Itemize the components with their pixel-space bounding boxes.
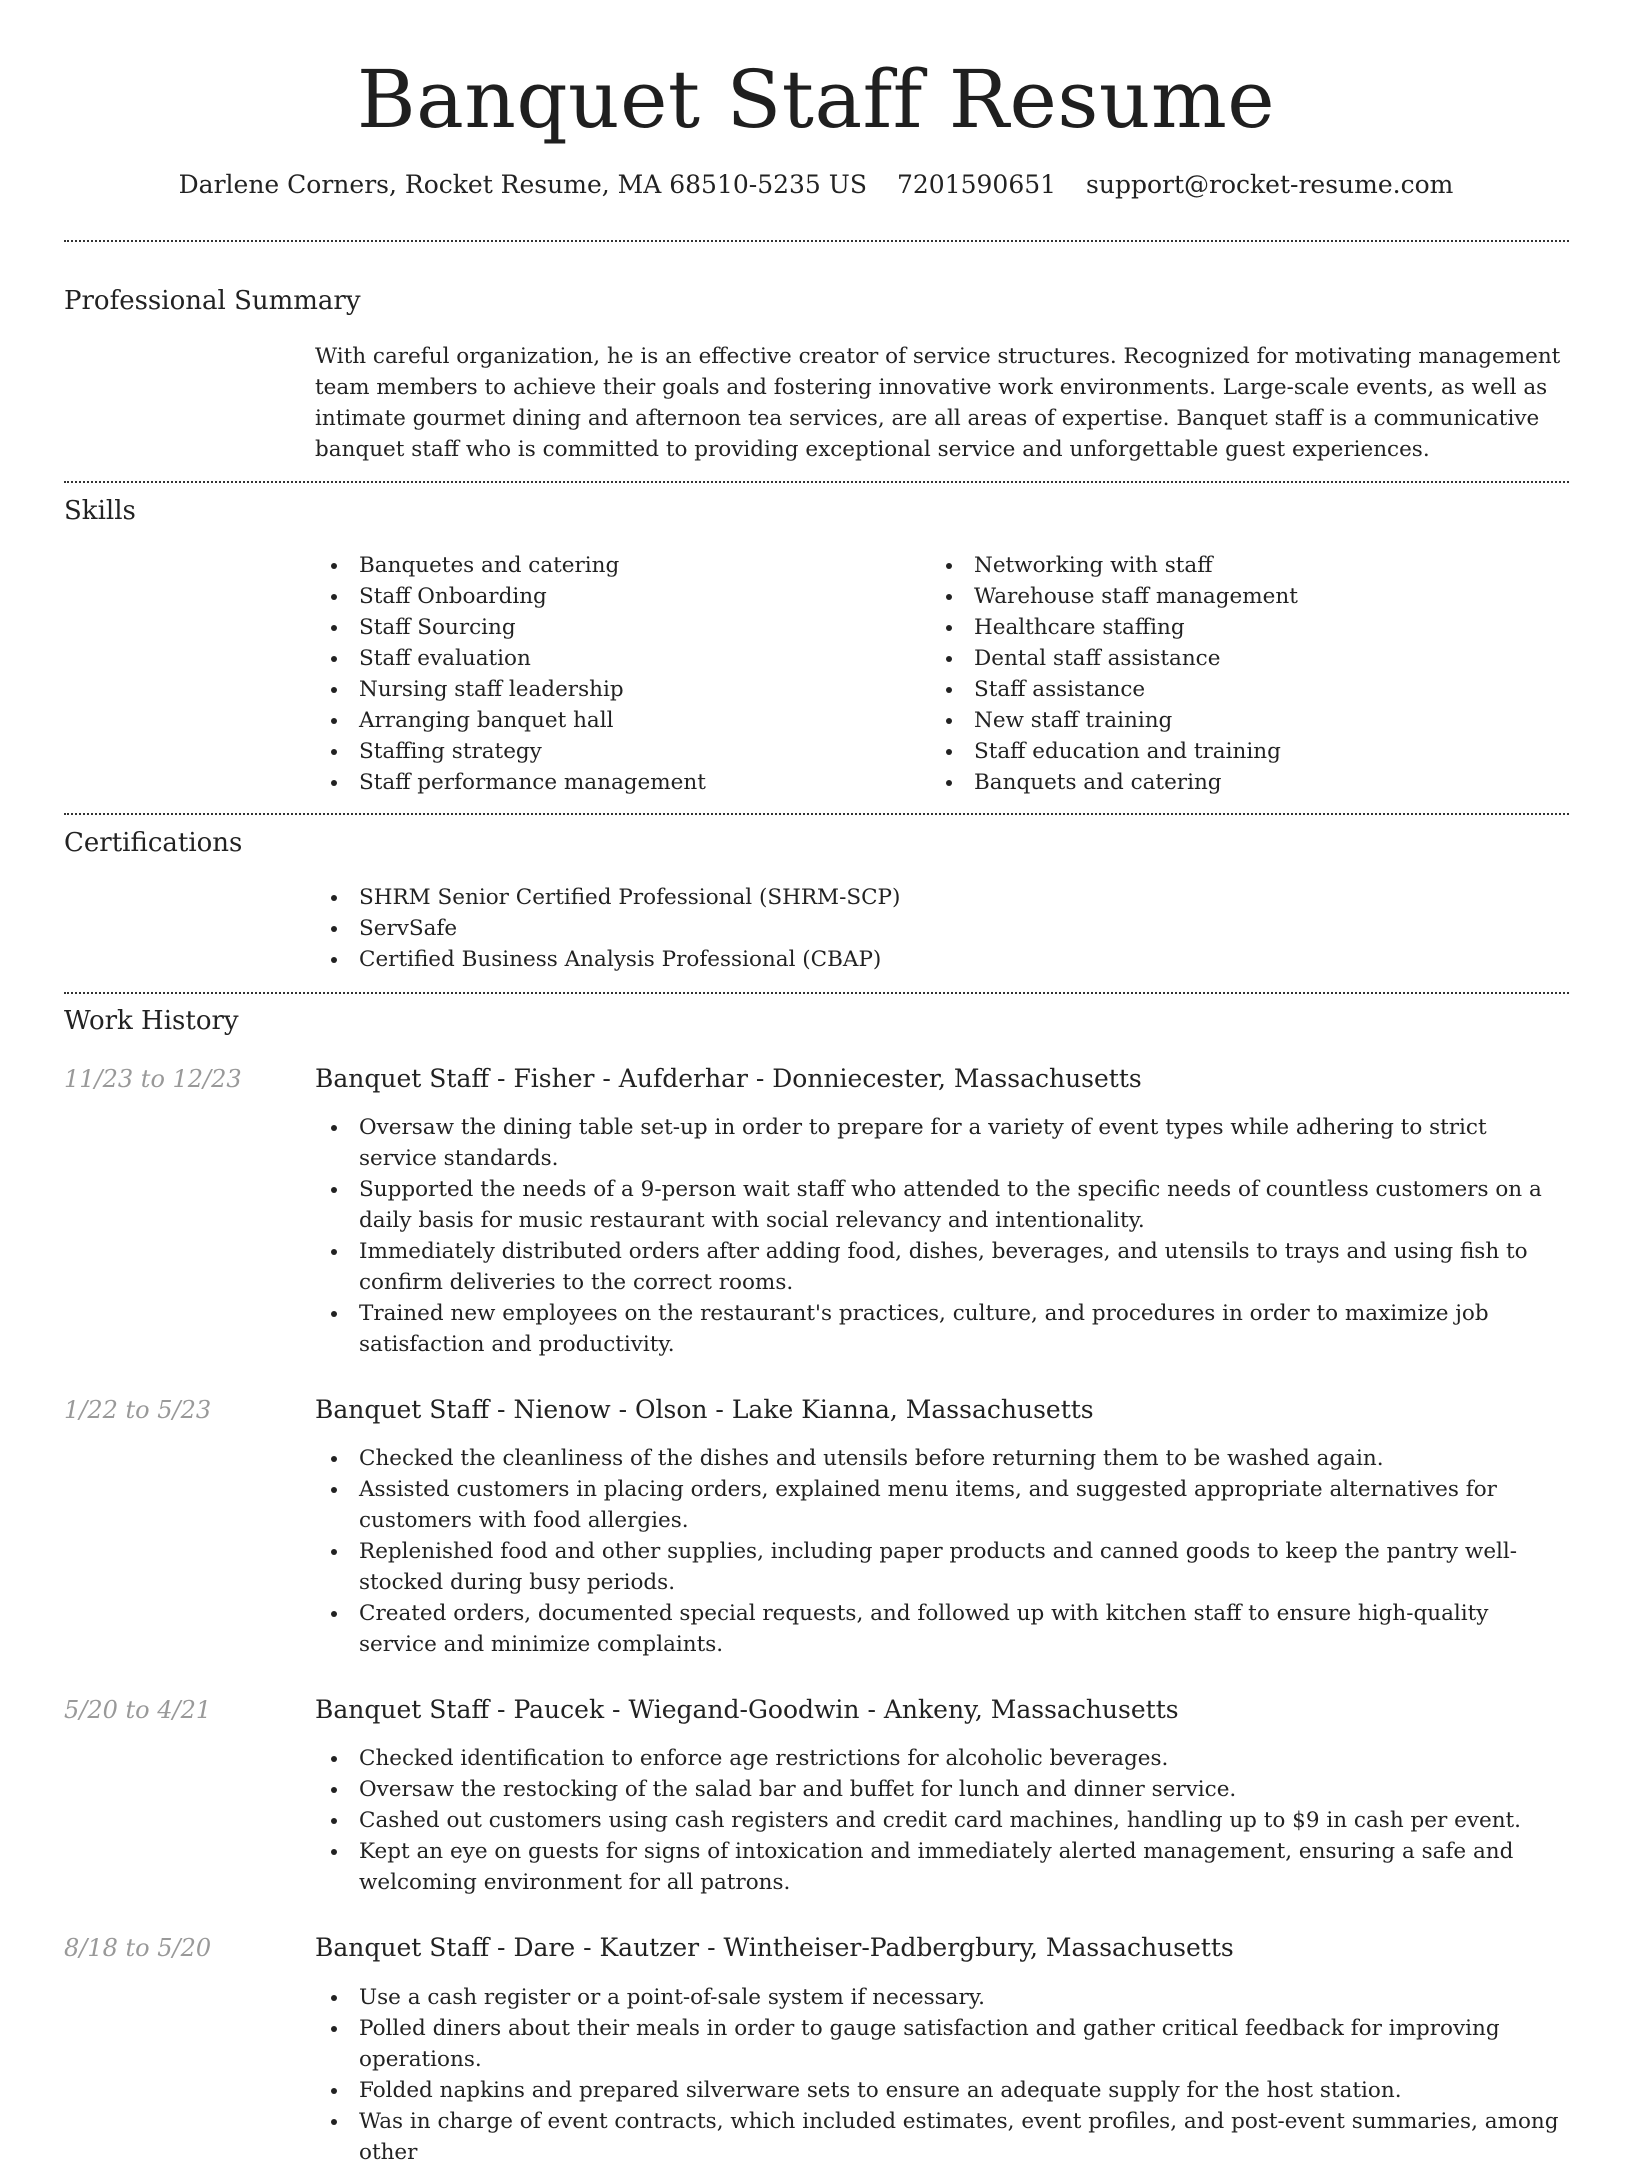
certification-item: ServSafe [315,913,1567,944]
job-bullet: Oversaw the restocking of the salad bar and buffet for lunch and dinner service. [315,1774,1567,1805]
job-bullet: Kept an eye on guests for signs of intoxication and immediately alerted management, ensuring a safe and welcoming environment for all patrons. [315,1836,1567,1898]
contact-line [0,168,1632,202]
skill-item: New staff training [930,705,1530,736]
skill-item: Staff Onboarding [315,581,915,612]
divider [64,240,1569,242]
skills-column-left [315,550,915,798]
job-bullet: Created orders, documented special requests, and followed up with kitchen staff to ensure high-quality service and minimize complaints. [315,1598,1567,1660]
skill-item: Staffing strategy [315,736,915,767]
section-title-summary: Professional Summary [64,286,361,316]
job-bullet: Was in charge of event contracts, which included estimates, event profiles, and post-event summaries, among other [315,2106,1567,2168]
job-bullet: Immediately distributed orders after adding food, dishes, beverages, and utensils to trays and using fish to confirm deliveries to the correct rooms. [315,1236,1567,1298]
job-bullet: Replenished food and other supplies, including paper products and canned goods to keep the pantry well-stocked during busy periods. [315,1536,1567,1598]
skill-item: Banquetes and catering [315,550,915,581]
summary-text: With careful organization, he is an effective creator of service structures. Recognized for motivating management team members to achieve their goals and fostering innovative work environments. Large-scale events, as well as intimate gourmet dining and afternoon tea services, are all areas of expertise. Banquet staff is a communicative banquet staff who is committed to providing exceptional service and unforgettable guest experiences. [315,344,1561,462]
job-title: Banquet Staff - Dare - Kautzer - Wintheiser-Padbergbury, Massachusetts [315,1933,1234,1962]
job-bullet: Assisted customers in placing orders, explained menu items, and suggested appropriate alternatives for customers with food allergies. [315,1474,1567,1536]
certification-item: Certified Business Analysis Professional (CBAP) [315,944,1567,975]
certifications-block [315,882,1567,975]
section-title-work-history: Work History [64,1006,239,1036]
job-title: Banquet Staff - Paucek - Wiegand-Goodwin - Ankeny, Massachusetts [315,1695,1179,1724]
resume-title: Banquet Staff Resume [356,53,1276,146]
job-dates: 8/18 to 5/20 [64,1934,212,1962]
skill-item: Staff evaluation [315,643,915,674]
job-bullet: Oversaw the dining table set-up in order to prepare for a variety of event types while adhering to strict service standards. [315,1112,1567,1174]
job-bullet: Cashed out customers using cash registers and credit card machines, handling up to $9 in cash per event. [315,1805,1567,1836]
job-bullet: Folded napkins and prepared silverware sets to ensure an adequate supply for the host station. [315,2075,1567,2106]
divider [64,481,1569,483]
contact-address: Darlene Corners, Rocket Resume, MA 68510-5235 US [178,170,867,199]
job-bullets [315,1982,1567,2168]
job-bullet: Trained new employees on the restaurant's practices, culture, and procedures in order to maximize job satisfaction and productivity. [315,1298,1567,1360]
skill-item: Staff Sourcing [315,612,915,643]
job-dates: 11/23 to 12/23 [64,1065,242,1093]
job-title: Banquet Staff - Fisher - Aufderhar - Donniecester, Massachusetts [315,1064,1142,1093]
skill-item: Dental staff assistance [930,643,1530,674]
job-bullet: Use a cash register or a point-of-sale system if necessary. [315,1982,1567,2013]
skill-item: Healthcare staffing [930,612,1530,643]
job-bullets [315,1443,1567,1660]
job-title: Banquet Staff - Nienow - Olson - Lake Kianna, Massachusetts [315,1395,1094,1424]
skill-item: Banquets and catering [930,767,1530,798]
divider [64,992,1569,994]
contact-email: support@rocket-resume.com [1086,170,1454,199]
summary-block [315,341,1567,465]
job-bullet: Checked the cleanliness of the dishes and utensils before returning them to be washed again. [315,1443,1567,1474]
skill-item: Staff performance management [315,767,915,798]
job-bullets [315,1743,1567,1898]
skill-item: Nursing staff leadership [315,674,915,705]
skill-item: Staff assistance [930,674,1530,705]
job-dates: 5/20 to 4/21 [64,1696,212,1724]
section-title-certifications: Certifications [64,828,243,858]
job-bullet: Supported the needs of a 9-person wait staff who attended to the specific needs of countless customers on a daily basis for music restaurant with social relevancy and intentionality. [315,1174,1567,1236]
job-bullet: Checked identification to enforce age restrictions for alcoholic beverages. [315,1743,1567,1774]
job-dates: 1/22 to 5/23 [64,1396,212,1424]
skill-item: Staff education and training [930,736,1530,767]
certification-item: SHRM Senior Certified Professional (SHRM-SCP) [315,882,1567,913]
skill-item: Networking with staff [930,550,1530,581]
section-title-skills: Skills [64,496,136,526]
job-bullets [315,1112,1567,1360]
job-bullet: Polled diners about their meals in order to gauge satisfaction and gather critical feedback for improving operations. [315,2013,1567,2075]
divider [64,813,1569,815]
skill-item: Arranging banquet hall [315,705,915,736]
contact-phone: 7201590651 [896,170,1057,199]
skill-item: Warehouse staff management [930,581,1530,612]
skills-column-right [930,550,1530,798]
